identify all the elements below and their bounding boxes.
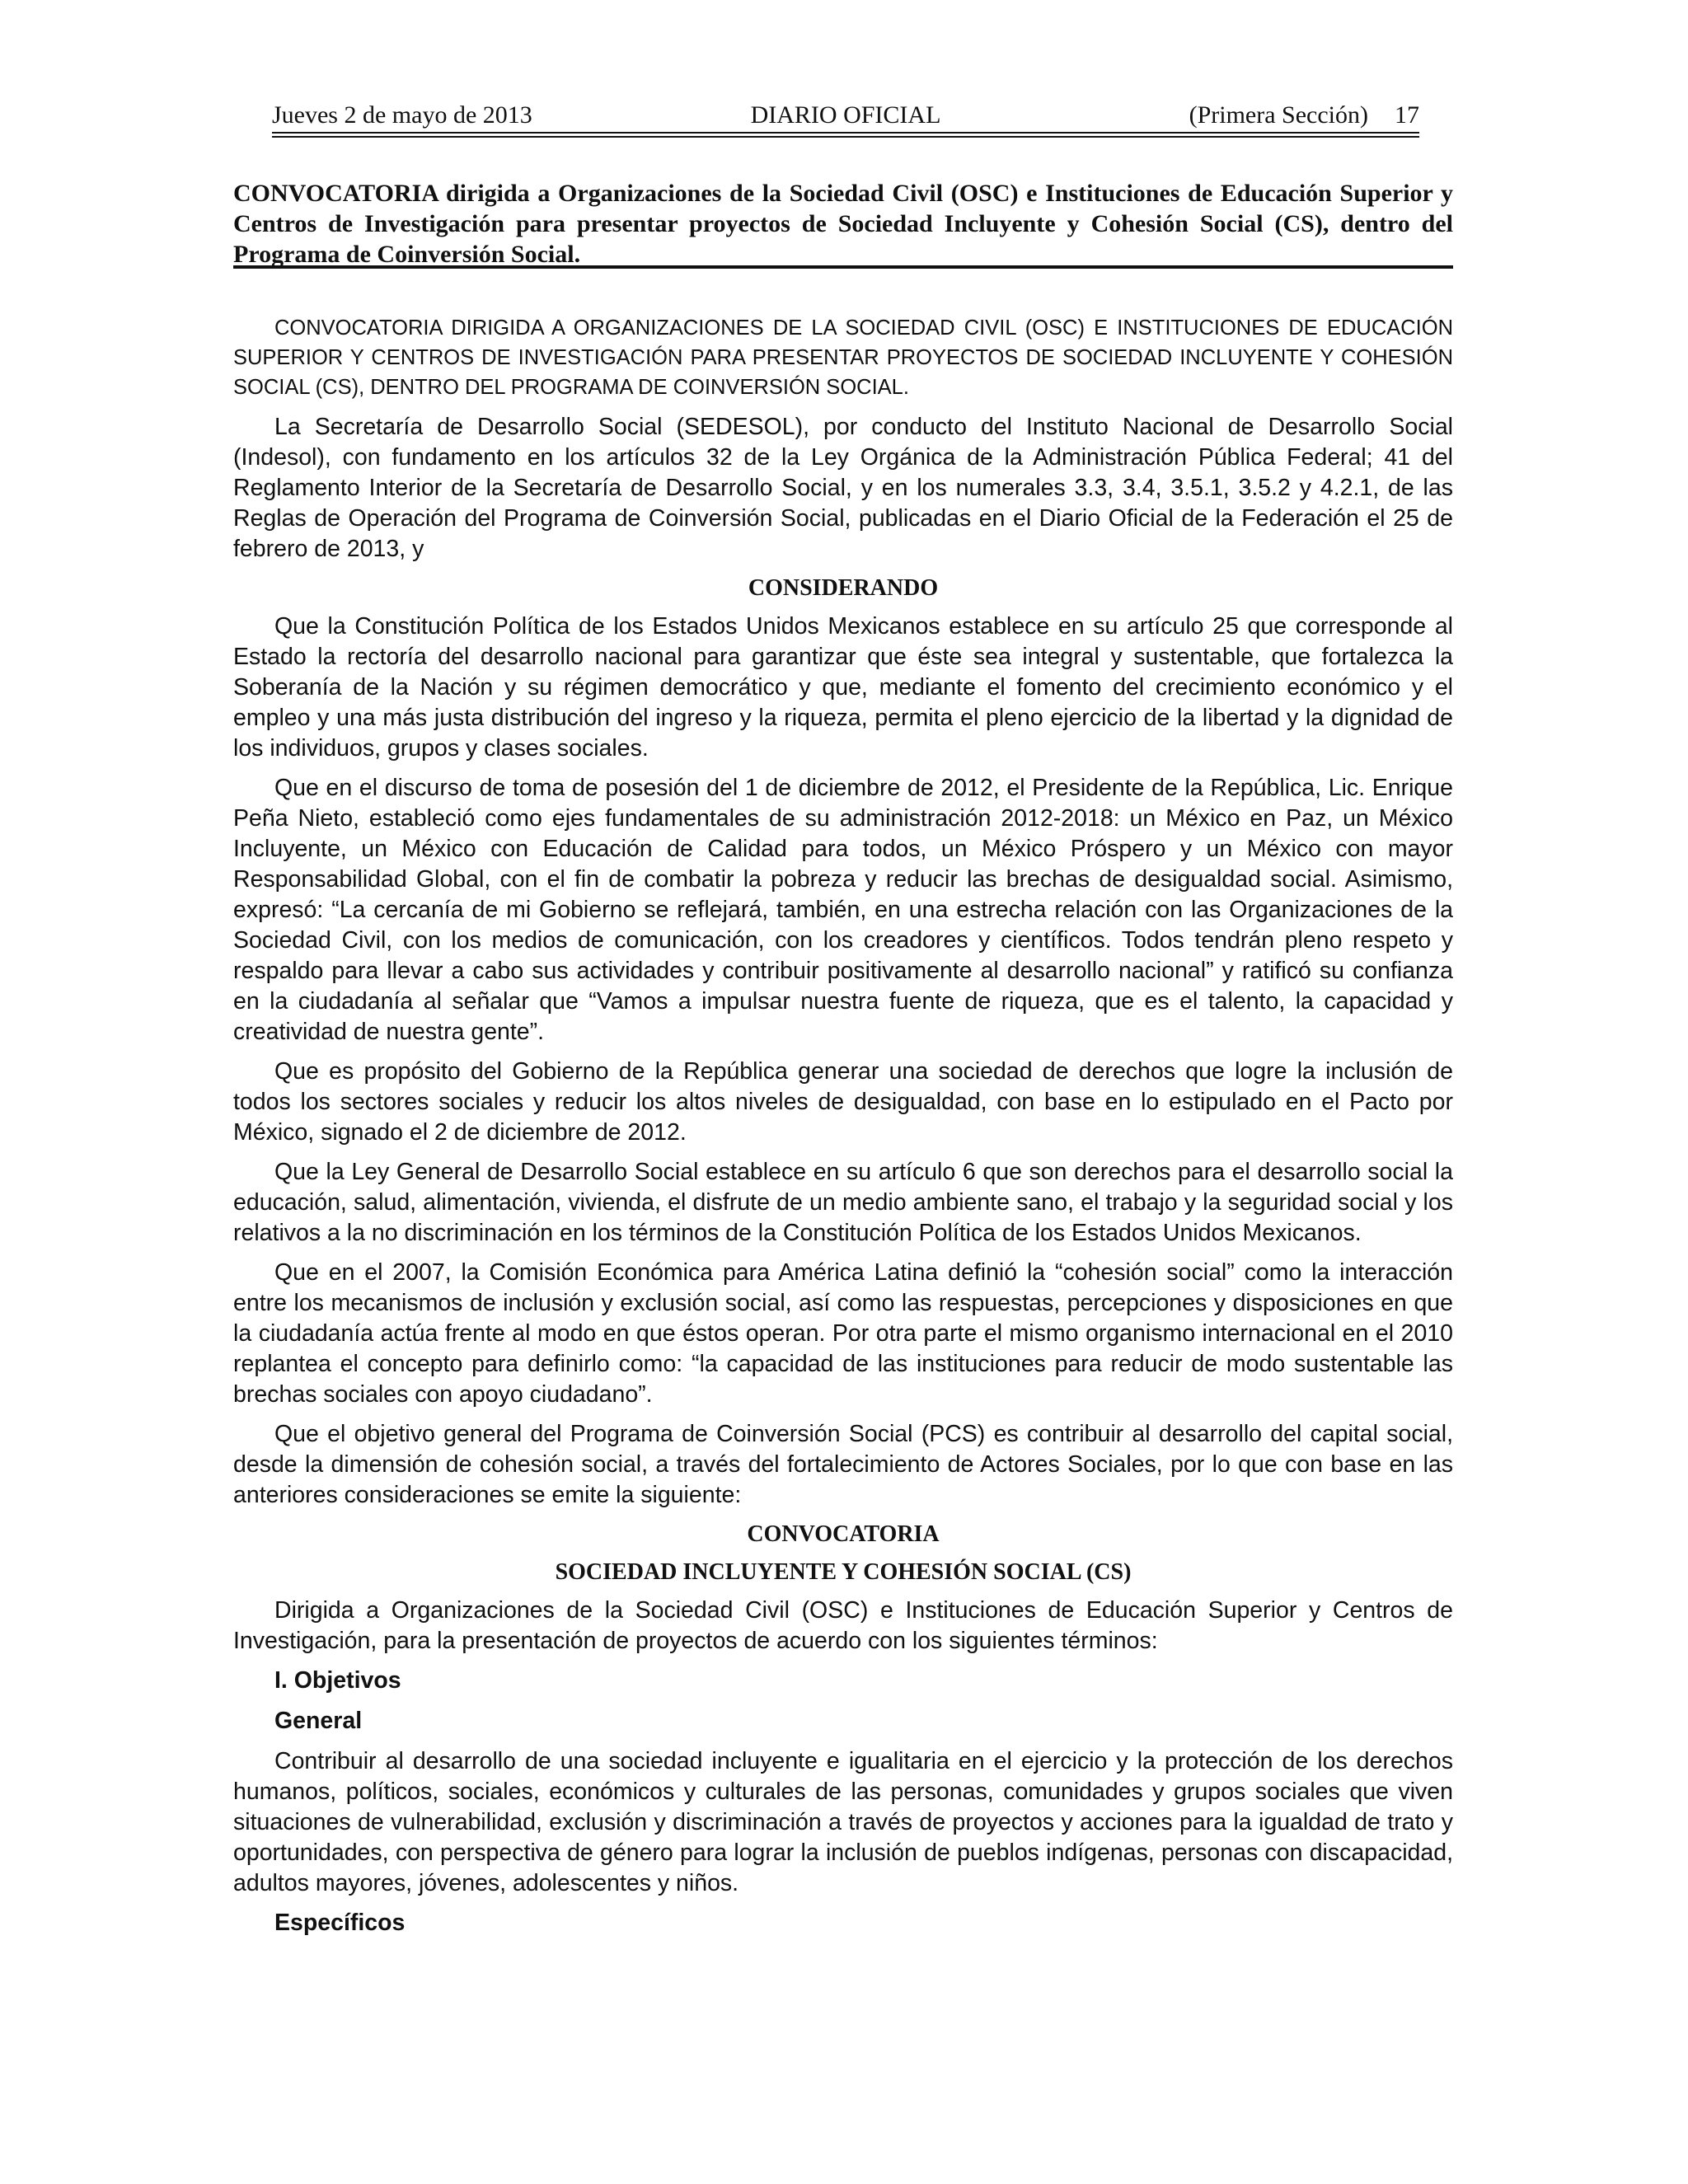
header-rule-second xyxy=(272,136,1419,138)
header-page-number: 17 xyxy=(1395,101,1419,129)
document-summary: CONVOCATORIA dirigida a Organizaciones de la Sociedad Civil (OSC) e Instituciones de Educación Superior y Centros de Investigación para presentar proyectos de Sociedad Incluyente y Cohesión Social (CS), dentro del Programa de Coinversión Social. xyxy=(233,180,1453,268)
header-rule xyxy=(272,132,1419,134)
paragraph-discurso: Que en el discurso de toma de posesión del 1 de diciembre de 2012, el Presidente de la República, Lic. Enrique Peña Nieto, estableció como ejes fundamentales de su administración 2012-2018: un México en Paz, un México Incluyente, un México con Educación de Calidad para todos, un México Próspero y un México con mayor Responsabilidad Global, con el fin de combatir la pobreza y reducir las brechas de desigualdad social. Asimismo, expresó: “La cercanía de mi Gobierno se reflejará, también, en una estrecha relación con las Organizaciones de la Sociedad Civil, con los medios de comunicación, con los creadores y científicos. Todos tendrán pleno respeto y respaldo para llevar a cabo sus actividades y contribuir positivamente al desarrollo nacional” y ratificó su confianza en la ciudadanía al señalar que “Vamos a impulsar nuestra fuente de riqueza, que es el talento, la capacidad y creatividad de nuestra gente”. xyxy=(233,775,1453,1045)
intro-paragraph: La Secretaría de Desarrollo Social (SEDESOL), por conducto del Instituto Nacional de Desarrollo Social (Indesol), con fundamento en los artículos 32 de la Ley Orgánica de la Administración Pública Federal; 41 del Reglamento Interior de la Secretaría de Desarrollo Social, y en los numerales 3.3, 3.4, 3.5.1, 3.5.2 y 4.2.1, de las Reglas de Operación del Programa de Coinversión Social, publicadas en el Diario Oficial de la Federación el 25 de febrero de 2013, y xyxy=(233,414,1453,562)
objetivos-heading: I. Objetivos xyxy=(274,1667,401,1694)
header-publication: DIARIO OFICIAL xyxy=(750,101,941,129)
paragraph-constitucion: Que la Constitución Política de los Estados Unidos Mexicanos establece en su artículo 25 que corresponde al Estado la rectoría del desarrollo nacional para garantizar que éste sea integral y sustentable, que fortalezca la Soberanía de la Nación y su régimen democrático y que, mediante el fomento del crecimiento económico y el empleo y una más justa distribución del ingreso y la riqueza, permita el pleno ejercicio de la libertad y la dignidad de los individuos, grupos y clases sociales. xyxy=(233,613,1453,762)
general-objective-text: Contribuir al desarrollo de una sociedad incluyente e igualitaria en el ejercicio y la protección de los derechos humanos, políticos, sociales, económicos y culturales de las personas, comunidades y grupos sociales que viven situaciones de vulnerabilidad, exclusión y discriminación a través de proyectos y acciones para la igualdad de trato y oportunidades, con perspectiva de género para lograr la inclusión de pueblos indígenas, personas con discapacidad, adultos mayores, jóvenes, adolescentes y niños. xyxy=(233,1748,1453,1896)
general-heading: General xyxy=(274,1708,363,1734)
considerando-heading: CONSIDERANDO xyxy=(748,575,939,601)
paragraph-cepal: Que en el 2007, la Comisión Económica para América Latina definió la “cohesión social” como la interacción entre los mecanismos de inclusión y exclusión social, así como las respuestas, percepciones y disposiciones en que la ciudadanía actúa frente al modo en que éstos operan. Por otra parte el mismo organismo internacional en el 2010 replantea el concepto para definirlo como: “la capacidad de las instituciones para reducir de modo sustentable las brechas sociales con apoyo ciudadano”. xyxy=(233,1259,1453,1408)
paragraph-objetivo-pcs: Que el objetivo general del Programa de Coinversión Social (PCS) es contribuir al desarrollo del capital social, desde la dimensión de cohesión social, a través del fortalecimiento de Actores Sociales, por lo que con base en las anteriores consideraciones se emite la siguiente: xyxy=(233,1421,1453,1508)
document-body xyxy=(233,313,1453,1948)
convocatoria-heading: CONVOCATORIA xyxy=(747,1521,940,1547)
cs-heading: SOCIEDAD INCLUYENTE Y COHESIÓN SOCIAL (CS) xyxy=(555,1559,1132,1585)
dirigida-paragraph: Dirigida a Organizaciones de la Sociedad Civil (OSC) e Instituciones de Educación Superior y Centros de Investigación, para la presentación de proyectos de acuerdo con los siguientes términos: xyxy=(233,1597,1453,1654)
title-uppercase: CONVOCATORIA DIRIGIDA A ORGANIZACIONES DE LA SOCIEDAD CIVIL (OSC) E INSTITUCIONES DE EDUCACIÓN SUPERIOR Y CENTROS DE INVESTIGACIÓN PARA PRESENTAR PROYECTOS DE SOCIEDAD INCLUYENTE Y COHESIÓN SOCIAL (CS), DENTRO DEL PROGRAMA DE COINVERSIÓN SOCIAL. xyxy=(233,316,1453,399)
header-date: Jueves 2 de mayo de 2013 xyxy=(272,101,532,129)
header-section: (Primera Sección) xyxy=(1189,101,1368,129)
header-section-page xyxy=(1189,99,1419,132)
summary-rule xyxy=(233,265,1453,269)
paragraph-pacto: Que es propósito del Gobierno de la República generar una sociedad de derechos que logre la inclusión de todos los sectores sociales y reducir los altos niveles de desigualdad, con base en lo estipulado en el Pacto por México, signado el 2 de diciembre de 2012. xyxy=(233,1058,1453,1146)
especificos-heading: Específicos xyxy=(274,1910,406,1936)
paragraph-ley-general: Que la Ley General de Desarrollo Social establece en su artículo 6 que son derechos para el desarrollo social la educación, salud, alimentación, vivienda, el disfrute de un medio ambiente sano, el trabajo y la seguridad social y los relativos a la no discriminación en los términos de la Constitución Política de los Estados Unidos Mexicanos. xyxy=(233,1159,1453,1246)
running-header xyxy=(272,99,1419,132)
